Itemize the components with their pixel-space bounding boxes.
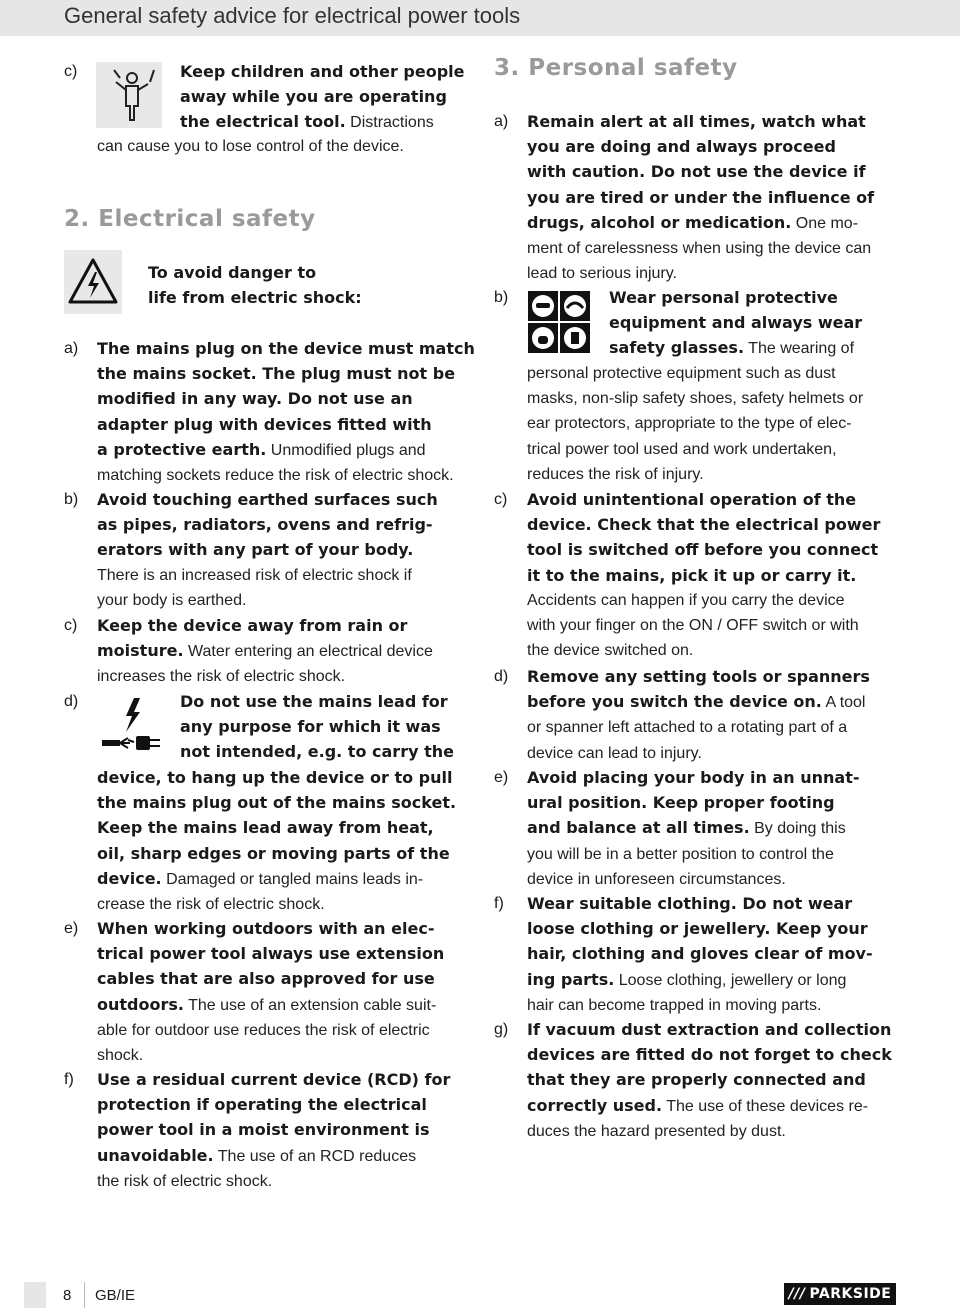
item-b-ppe-head: Wear personal protective equipment and always wear safety glasses. The wearing of bbox=[609, 288, 863, 358]
page-number: 8 bbox=[63, 1287, 72, 1304]
item-label: a) bbox=[494, 113, 509, 130]
mains-lead-icon bbox=[98, 692, 164, 762]
item-label: b) bbox=[64, 491, 79, 508]
item-label: e) bbox=[494, 769, 509, 786]
footer-divider bbox=[84, 1282, 85, 1308]
item-f-rcd: Use a residual current device (RCD) for protection if operating the electrical power tool in a moist environment is unavoidable. The use of an RCD reduces the risk of electric shock. bbox=[97, 1070, 451, 1190]
item-label: e) bbox=[64, 920, 79, 937]
item-label: g) bbox=[494, 1021, 509, 1038]
item-g-dust-extraction: If vacuum dust extraction and collection devices are fitted do not forget to check that they are properly connected and correctly used. The use of these devices re- duces the hazard presented by dust. bbox=[527, 1020, 892, 1140]
language-code: GB/IE bbox=[95, 1287, 136, 1304]
page-title: General safety advice for electrical power tools bbox=[64, 3, 521, 28]
item-label: c) bbox=[64, 63, 78, 80]
item-d-setting-tools: Remove any setting tools or spanners before you switch the device on. A tool or spanner left attached to a rotating part of a device can lead to injury. bbox=[527, 667, 870, 762]
item-label: c) bbox=[64, 617, 78, 634]
item-label: b) bbox=[494, 289, 509, 306]
item-b-earthed-surfaces: Avoid touching earthed surfaces such as pipes, radiators, ovens and refrig- erators with any part of your body. There is an increased risk of electric shock if your body is earthed. bbox=[97, 490, 438, 609]
item-d-mains-lead-head: Do not use the mains lead for any purpose for which it was not intended, e.g. to carry the bbox=[180, 692, 454, 762]
item-e-body-position: Avoid placing your body in an unnat- ural position. Keep proper footing and balance at all times. By doing this you will be in a better position to control the device in unforeseen circumstances. bbox=[527, 768, 860, 888]
item-c-unintentional: Avoid unintentional operation of the device. Check that the electrical power tool is switched off before you connect it to the mains, pick it up or carry it. Accidents can happen if you carry the device with your finger on the ON / OFF switch or with the device switched on. bbox=[527, 490, 881, 660]
item-c-children-text: can cause you to lose control of the device. bbox=[97, 138, 404, 155]
children-warning-icon bbox=[96, 62, 162, 128]
item-a-remain-alert: Remain alert at all times, watch what you are doing and always proceed with caution. Do not use the device if you are tired or under the influence of drugs, alcohol or medication. One mo- ment of carelessness when using the device can lead to serious injury. bbox=[527, 112, 875, 283]
item-f-clothing: Wear suitable clothing. Do not wear loose clothing or jewellery. Keep your hair, clothing and gloves clear of mov- ing parts. Loose clothing, jewellery or long hair can become trapped in moving parts. bbox=[527, 894, 873, 1014]
item-b-ppe: personal protective equipment such as dust masks, non-slip safety shoes, safety helmets or ear protectors, appropriate to the type of elec- trical power tool used and work undertaken, reduces the risk of injury. bbox=[527, 365, 864, 483]
item-c-children: Keep children and other people away while you are operating the electrical tool. Distractions bbox=[180, 62, 465, 132]
item-d-mains-lead: device, to hang up the device or to pull the mains plug out of the mains socket. Keep the mains lead away from heat, oil, sharp edges or moving parts of the device. Damaged or tangled mains leads in- crease the risk of electric shock. bbox=[97, 768, 457, 914]
item-c-rain: Keep the device away from rain or moisture. Water entering an electrical device increases the risk of electric shock. bbox=[97, 616, 433, 686]
section-title-electrical-safety: 2. Electrical safety bbox=[64, 206, 316, 232]
page-header bbox=[0, 0, 960, 36]
item-label: f) bbox=[64, 1071, 74, 1088]
brand-logo: /// PARKSIDE bbox=[784, 1283, 896, 1305]
item-label: c) bbox=[494, 491, 508, 508]
item-label: d) bbox=[64, 693, 79, 710]
section-title-personal-safety: 3. Personal safety bbox=[494, 55, 738, 81]
electric-shock-warning: To avoid danger to life from electric shock: bbox=[148, 263, 362, 308]
footer-marker bbox=[24, 1282, 46, 1308]
item-label: f) bbox=[494, 895, 504, 912]
item-a-mains-plug: The mains plug on the device must match the mains socket. The plug must not be modified in any way. Do not use an adapter plug with devices fitted with a protective earth. Unmodified plugs and matching sockets reduce the risk of electric shock. bbox=[97, 339, 475, 485]
item-label: d) bbox=[494, 668, 509, 685]
ppe-icons bbox=[527, 290, 591, 354]
warning-triangle-icon bbox=[64, 250, 122, 314]
item-label: a) bbox=[64, 340, 79, 357]
item-e-outdoors: When working outdoors with an elec- trical power tool always use extension cables that are also approved for use outdoors. The use of an extension cable suit- able for outdoor use reduces the risk of electric shock. bbox=[97, 919, 445, 1065]
